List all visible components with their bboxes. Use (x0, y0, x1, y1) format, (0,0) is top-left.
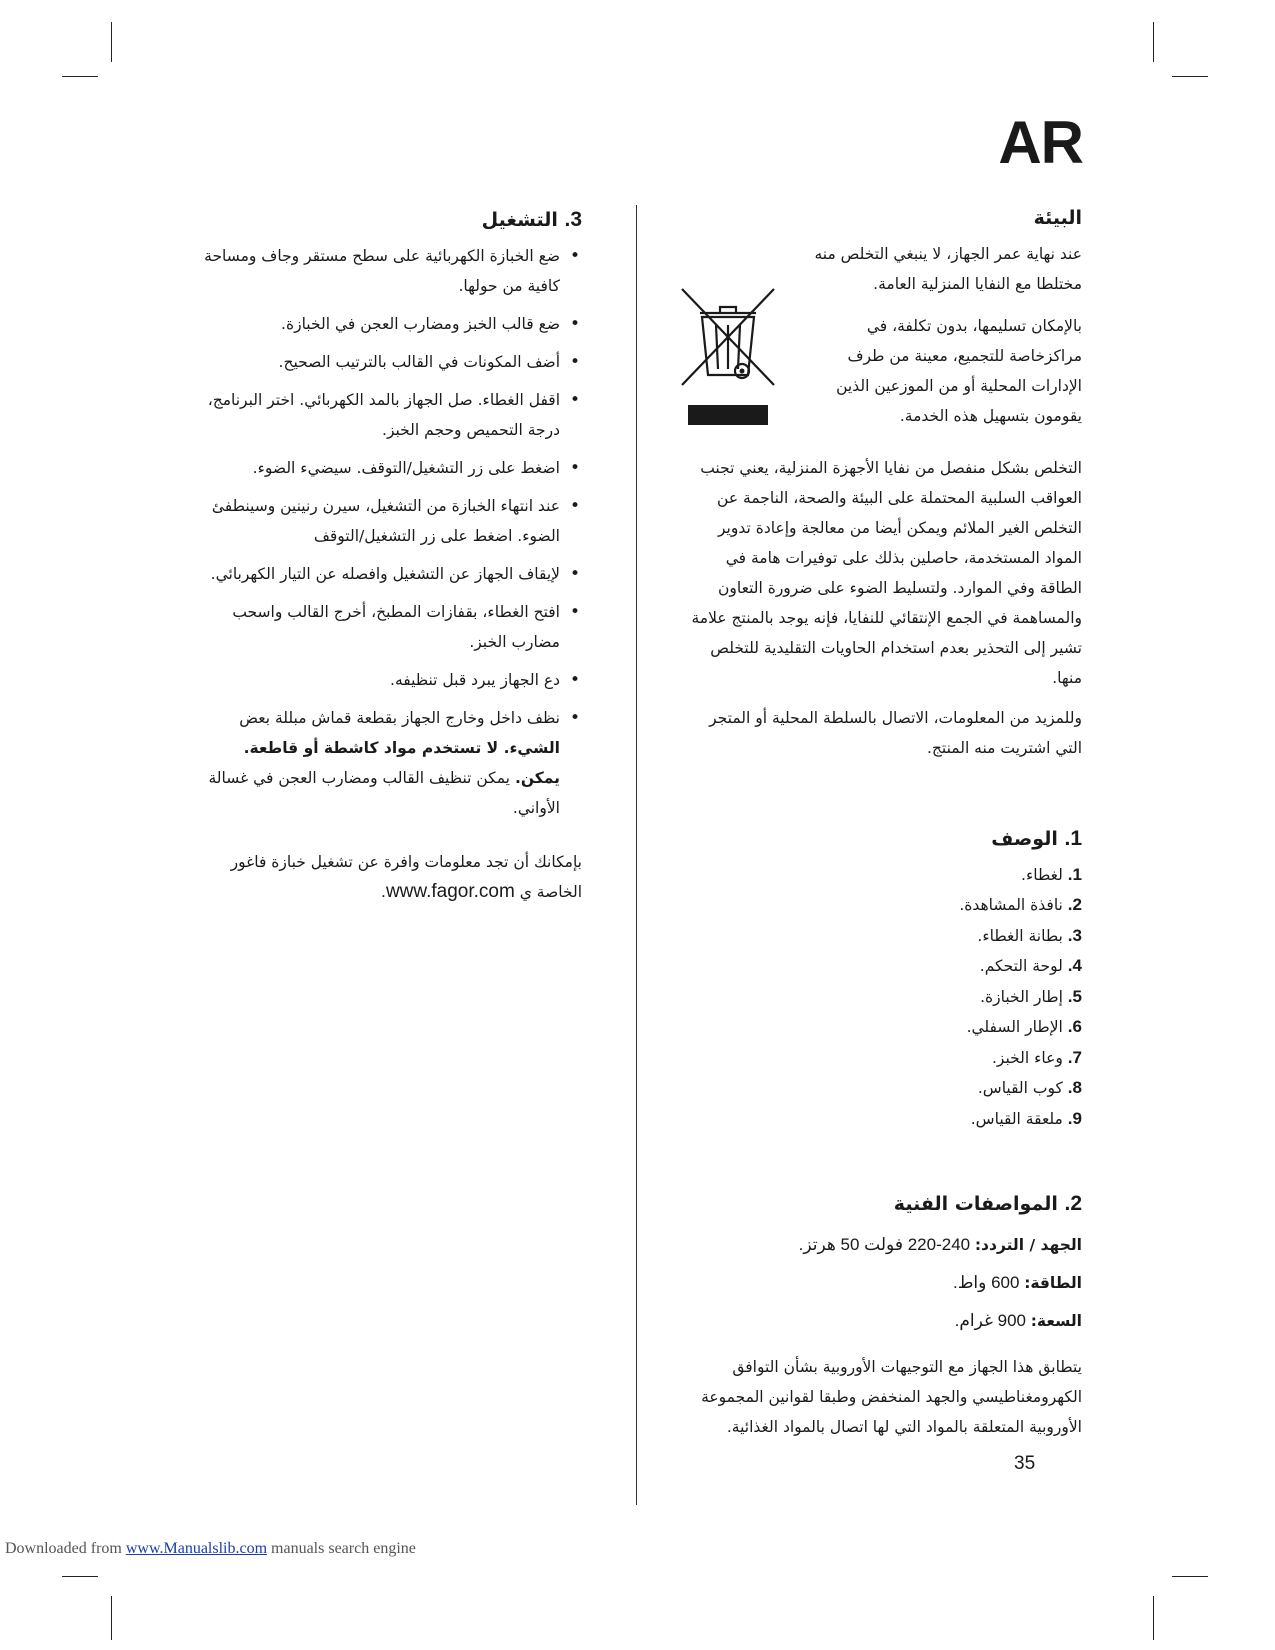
item-text: لوحة التحكم. (979, 957, 1068, 976)
list-item: • ضع قالب الخبز ومضارب العجن في الخبازة. (195, 309, 582, 339)
column-divider (636, 205, 637, 1505)
environment-para-3: التخلص بشكل منفصل من نفايا الأجهزة المنزلية، يعني تجنب العواقب السلبية المحتملة على البيئة والصحة، الناجمة عن التخلص الغير الملائم ويمكن أيضا من معالجة وإعادة تدوير المواد المستخدمة، حاصلين بذلك على توفيرات هامة في الطاقة وفي الموارد. ولتسليط الضوء على ضرورة التعاون والمساهمة في الجمع الإنتقائي للنفايا، فإنه يوجد بالمنتج علامة تشير إلى التحذير بعدم استخدام الحاويات التقليدية للتخلص منها. (691, 458, 1082, 687)
description-list (680, 860, 1082, 1135)
crop-mark (1172, 1576, 1208, 1577)
item-number: 1. (1067, 864, 1082, 884)
section-title-text: الوصف (991, 827, 1065, 850)
list-item (680, 860, 1082, 891)
weee-crossed-bin-icon (680, 287, 776, 427)
item-number: 8. (1067, 1078, 1082, 1098)
list-item (680, 1104, 1082, 1135)
item-text: كوب القياس. (977, 1079, 1068, 1098)
list-item: • افتح الغطاء، بقفازات المطبخ، أخرج القالب واسحب مضارب الخبز. (195, 597, 582, 657)
website-url: www.fagor.com (385, 881, 515, 903)
list-item (195, 703, 582, 823)
cleaning-warning: الشيء. لا تستخدم مواد كاشطة أو قاطعة. يمكن. (243, 739, 560, 788)
crop-mark (1172, 76, 1208, 77)
environment-para-2: بالإمكان تسليمها، بدون تكلفة، في مراكزخاصة للتجميع، معينة من طرف الإدارات المحلية أو من الموزعين الذين يقومون بتسهيل هذه الخدمة. (836, 316, 1082, 425)
footer-prefix: Downloaded from (5, 1540, 126, 1557)
list-item (680, 921, 1082, 952)
cleaning-text: نظف داخل وخارج الجهاز بقطعة قماش مبللة بعض (239, 709, 560, 728)
spec-value: 900 غرام. (954, 1310, 1031, 1330)
download-footer (5, 1540, 416, 1558)
section-number: 2. (1064, 1192, 1082, 1216)
list-item: • عند انتهاء الخبازة من التشغيل، سيرن رنينين وسينطفئ الضوء. اضغط على زر التشغيل/التوقف (195, 491, 582, 551)
spec-voltage (680, 1226, 1082, 1264)
item-number: 3. (1067, 925, 1082, 945)
list-item (680, 890, 1082, 921)
website-note (195, 847, 582, 907)
website-note-text: بإمكانك أن تجد معلومات وافرة عن تشغيل خبازة فاغور الخاصة ي (230, 853, 582, 902)
environment-para-1: عند نهاية عمر الجهاز، لا ينبغي التخلص منه مختلطا مع النفايا المنزلية العامة. (814, 244, 1082, 293)
operation-title (195, 206, 582, 233)
spec-value: 240-220 فولت 50 هرتز. (798, 1234, 975, 1254)
list-item: • أضف المكونات في القالب بالترتيب الصحيح. (195, 347, 582, 377)
environment-block (680, 239, 1082, 439)
item-text: ملعقة القياس. (970, 1109, 1068, 1128)
list-item: • لإيقاف الجهاز عن التشغيل وافصله عن التيار الكهربائي. (195, 559, 582, 589)
section-title-text: التشغيل (481, 209, 565, 231)
section-number: 1. (1064, 826, 1082, 850)
list-item (680, 1012, 1082, 1043)
right-column (680, 206, 1082, 1442)
environment-para-4: وللمزيد من المعلومات، الاتصال بالسلطة المحلية أو المتجر التي اشتريت منه المنتج. (709, 708, 1082, 757)
item-number: 4. (1067, 956, 1082, 976)
list-item (680, 951, 1082, 982)
page-number: 35 (1014, 1453, 1036, 1474)
list-item: • دع الجهاز يبرد قبل تنظيفه. (195, 665, 582, 695)
description-title (680, 825, 1082, 852)
spec-value: 600 واط. (952, 1272, 1025, 1292)
item-number: 7. (1067, 1047, 1082, 1067)
item-text: لغطاء. (1021, 865, 1068, 884)
crop-mark (111, 22, 112, 62)
crop-mark (1153, 1596, 1154, 1640)
item-number: 5. (1067, 986, 1082, 1006)
spec-label: الجهد / التردد: (974, 1235, 1082, 1254)
item-text: بطانة الغطاء. (977, 926, 1068, 945)
spec-label: السعة: (1030, 1311, 1082, 1330)
list-item: • اقفل الغطاء. صل الجهاز بالمد الكهربائي. اختر البرنامج، درجة التحميص وحجم الخبز. (195, 385, 582, 445)
item-text: نافذة المشاهدة. (959, 896, 1068, 915)
footer-suffix: manuals search engine (267, 1540, 416, 1557)
spec-power (680, 1264, 1082, 1302)
item-text: الإطار السفلي. (966, 1018, 1068, 1037)
item-text: إطار الخبازة. (980, 987, 1068, 1006)
crop-mark (111, 1596, 112, 1640)
item-number: 6. (1067, 1017, 1082, 1037)
left-column (195, 206, 582, 907)
crop-mark (62, 76, 98, 77)
compliance-text: يتطابق هذا الجهاز مع التوجيهات الأوروبية بشأن التوافق الكهرومغناطيسي والجهد المنخفض وطبقا لقوانين المجموعة الأوروبية المتعلقة بالمواد التي لها اتصال بالمواد الغذائية. (701, 1357, 1082, 1436)
crop-mark (62, 1576, 98, 1577)
list-item (680, 982, 1082, 1013)
list-item (680, 1043, 1082, 1074)
cleaning-text-end: يمكن تنظيف القالب ومضارب العجن في غسالة الأواني. (208, 769, 560, 818)
list-item (680, 1073, 1082, 1104)
environment-title: البيئة (1033, 207, 1082, 229)
manualslib-link[interactable]: www.Manualslib.com (125, 1540, 268, 1557)
section-title-text: المواصفات الفنية (893, 1193, 1065, 1216)
list-item: • اضغط على زر التشغيل/التوقف. سيضيء الضوء. (195, 453, 582, 483)
spec-capacity (680, 1302, 1082, 1340)
section-number: 3. (564, 208, 582, 231)
item-text: وعاء الخبز. (992, 1048, 1068, 1067)
operation-list (195, 241, 582, 823)
website-note-end: . (381, 883, 386, 902)
item-number: 2. (1067, 895, 1082, 915)
specs-title (680, 1190, 1082, 1217)
crop-mark (1153, 22, 1154, 62)
list-item: • ضع الخبازة الكهربائية على سطح مستقر وجاف ومساحة كافية من حولها. (195, 241, 582, 301)
spec-label: الطاقة: (1024, 1273, 1082, 1292)
item-number: 9. (1067, 1108, 1082, 1128)
language-code: AR (998, 109, 1083, 176)
